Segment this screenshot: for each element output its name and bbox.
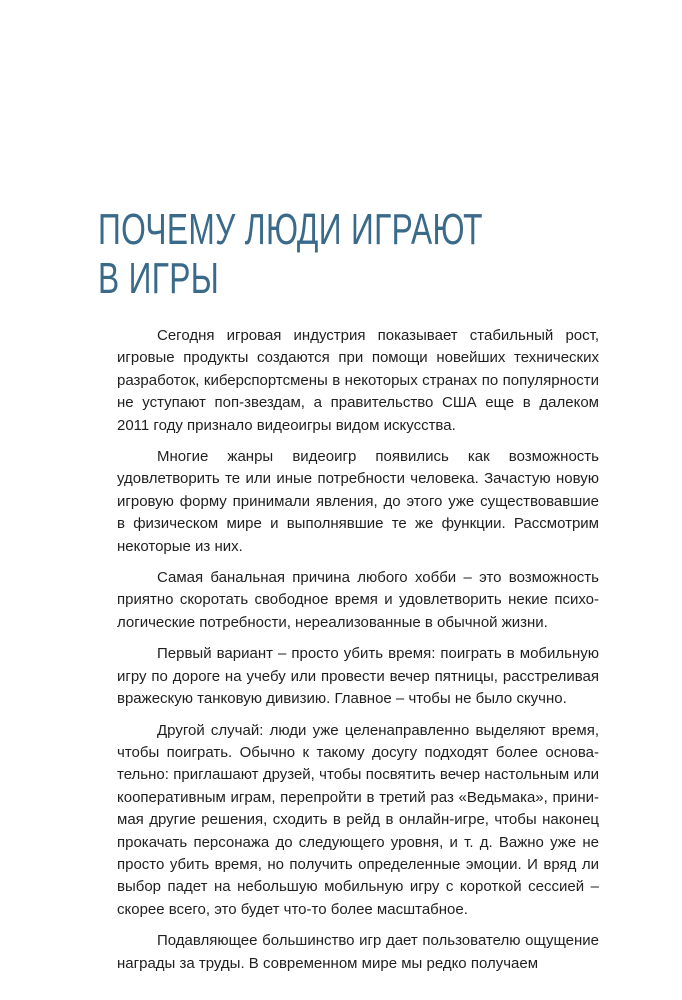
body-text bbox=[117, 325, 599, 975]
chapter-title bbox=[98, 205, 645, 303]
chapter-title-line-2: В ИГРЫ bbox=[98, 254, 220, 303]
paragraph-4: Первый вариант – просто убить время: поиграть в мобильную игру по дороге на учебу или провести вечер пятницы, расстреливая вражескую танковую дивизию. Главное – чтобы не было скучно. bbox=[117, 645, 599, 708]
chapter-title-line-1: ПОЧЕМУ ЛЮДИ ИГРАЮТ bbox=[98, 205, 483, 254]
paragraph-5: Другой случай: люди уже целенаправленно выделяют время, чтобы поиграть. Обычно к такому досугу подходят более основательно: приглашают друзей, чтобы посвятить вечер настольным или кооперативным играм, перепройти в третий раз «Ведьмака», принимая другие решения, сходить в рейд в онлайн-игре, чтобы наконец прокачать персонажа до следующего уровня, и т. д. Важно уже не просто убить время, но получить определенные эмоции. И вряд ли выбор падет на небольшую мобильную игру с короткой сессией – скорее всего, это будет что-то более масштабное. bbox=[117, 721, 599, 918]
paragraph-6: Подавляющее большинство игр дает пользователю ощущение награды за труды. В современном мире мы редко получаем bbox=[117, 932, 599, 972]
paragraph-1: Сегодня игровая индустрия показывает стабильный рост, игровые продукты создаются при помощи новейших технических разработок, киберспортсмены в некоторых странах по популярности не уступают поп-звездам, а правительство США еще в далеком 2011 году признало видеоигры видом искусства. bbox=[117, 327, 599, 434]
paragraph-3: Самая банальная причина любого хобби – это возможность приятно скоротать свободное время и удовлетворить некие психологические потребности, нереализованные в обычной жизни. bbox=[117, 569, 599, 631]
paragraph-2: Многие жанры видеоигр появились как возможность удовлетворить те или иные потребности человека. Зачастую новую игровую форму принимали явления, до этого уже существовавшие в физическом мире и выполнявшие те же функции. Рассмотрим некоторые из них. bbox=[117, 448, 599, 555]
